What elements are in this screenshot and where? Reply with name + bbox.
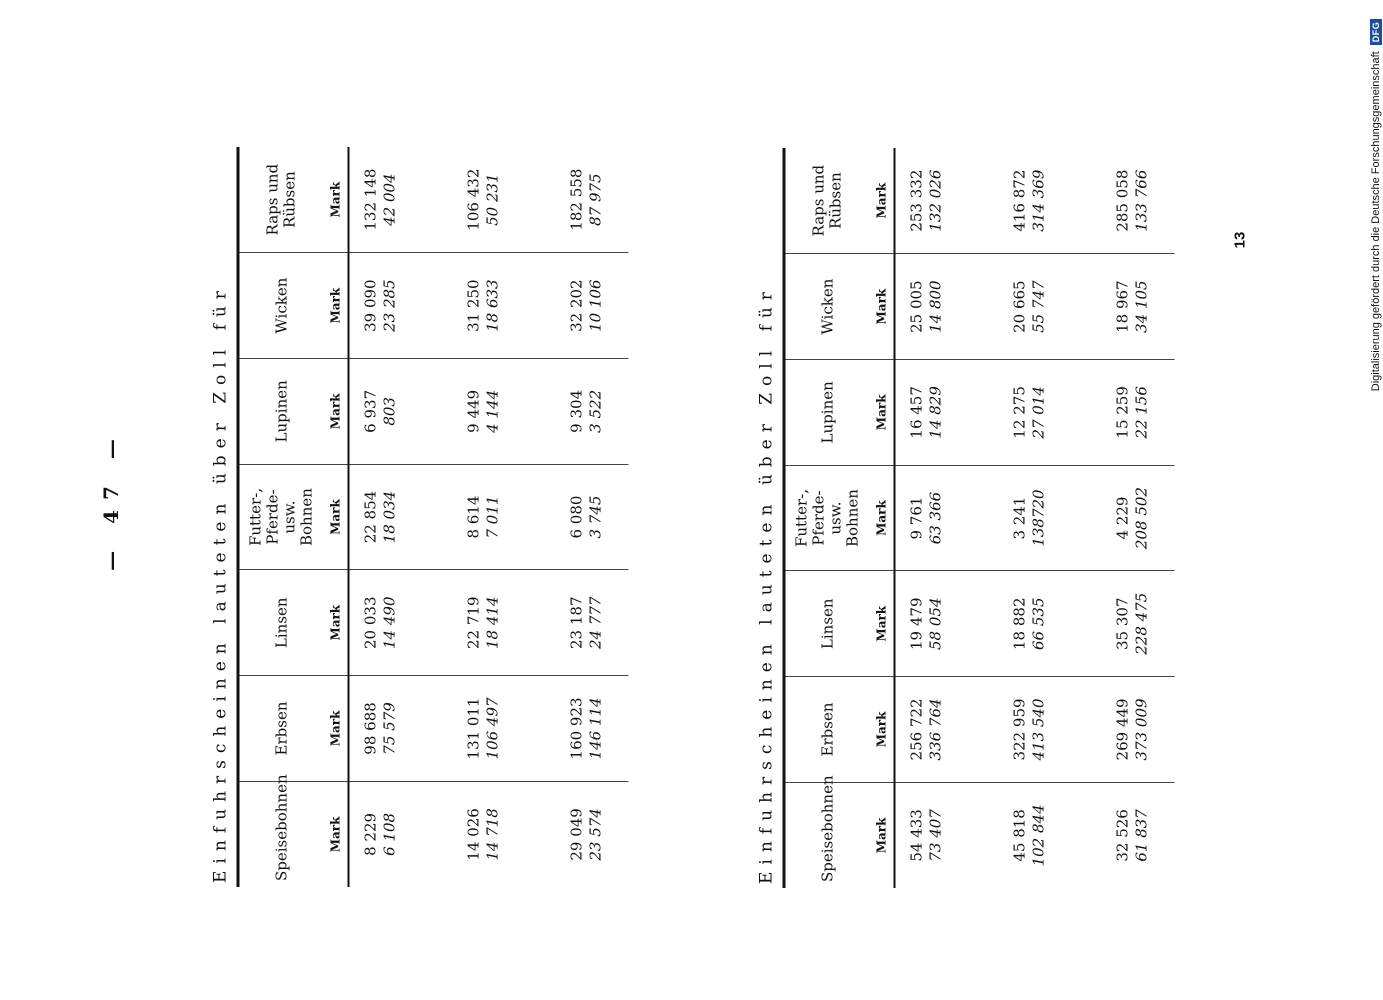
unit-label: Mark [870, 571, 895, 677]
cell-value-italic: 55 747 [1029, 280, 1048, 333]
cell-value-italic: 23 574 [586, 808, 605, 861]
table-cell [556, 358, 629, 464]
table-cell [349, 570, 453, 676]
cell-value-italic: 27 014 [1029, 386, 1048, 439]
table-cell [556, 464, 629, 570]
table-cell [556, 147, 629, 253]
cell-value-italic: 133 766 [1132, 169, 1151, 232]
column-header: Futter-, Pferde- usw. Bohnen [786, 465, 870, 571]
cell-value-italic: 373 009 [1132, 698, 1151, 761]
import-table-2 [751, 148, 1176, 888]
cell-value-upright: 35 307 [1113, 597, 1132, 650]
cell-value-italic: 803 [380, 397, 399, 426]
cell-value-upright: 32 526 [1113, 809, 1132, 862]
table-cell [1102, 465, 1175, 571]
cell-value-upright: 106 432 [464, 168, 483, 231]
cell-value-upright: 6 937 [361, 389, 380, 433]
cell-value-upright: 182 558 [567, 168, 586, 231]
table-cell [895, 254, 999, 360]
table-title: Einfuhrscheinen lauteten über Zoll für [751, 148, 786, 888]
column-header: Wicken [786, 254, 870, 360]
unit-label: Mark [324, 570, 349, 676]
cell-value-italic: 75 579 [380, 702, 399, 755]
cell-value-upright: 16 457 [907, 386, 926, 439]
cell-value-upright: 253 332 [907, 169, 926, 232]
cell-value-italic: 18 633 [483, 279, 502, 332]
table-cell [895, 148, 999, 254]
cell-value-italic: 87 975 [586, 173, 605, 226]
cell-value-italic: 18 034 [380, 490, 399, 544]
table-cell [349, 253, 453, 359]
cell-value-upright: 45 818 [1010, 809, 1029, 862]
table-cell [895, 677, 999, 783]
cell-value-upright: 269 449 [1113, 698, 1132, 761]
cell-value-upright: 25 005 [907, 280, 926, 333]
cell-value-upright: 256 722 [907, 698, 926, 761]
cell-value-upright: 8 614 [464, 495, 483, 539]
table-cell [1102, 254, 1175, 360]
table-cell [895, 359, 999, 465]
data-table [786, 148, 1175, 888]
table-row [349, 147, 453, 887]
cell-value-italic: 66 535 [1029, 597, 1048, 650]
table-cell [999, 254, 1102, 360]
unit-row [324, 147, 349, 887]
column-header: Speisebohnen [818, 775, 836, 882]
table-cell [349, 147, 453, 253]
table-cell [895, 465, 999, 571]
cell-value-upright: 20 665 [1010, 280, 1029, 333]
unit-label: Mark [870, 254, 895, 360]
table-cell [556, 570, 629, 676]
cell-value-upright: 9 304 [567, 389, 586, 433]
table-row [999, 148, 1102, 888]
table-cell [453, 570, 556, 676]
cell-value-italic: 14 490 [380, 596, 399, 649]
cell-value-upright: 9 761 [907, 496, 926, 540]
table-cell [349, 464, 453, 570]
data-table [240, 147, 629, 887]
column-header: Linsen [240, 570, 324, 676]
unit-label: Mark [870, 465, 895, 571]
cell-value-upright: 20 033 [361, 596, 380, 649]
cell-value-upright: 8 229 [361, 812, 380, 856]
unit-label: Mark [324, 464, 349, 570]
cell-value-italic: 10 106 [586, 279, 605, 332]
cell-value-upright: 132 148 [361, 168, 380, 231]
column-header: Speisebohnen [272, 774, 290, 881]
unit-label: Mark [870, 677, 895, 783]
cell-value-italic: 24 777 [586, 596, 605, 649]
cell-value-upright: 22 854 [361, 490, 380, 544]
cell-value-italic: 14 718 [483, 808, 502, 861]
table-cell [453, 147, 556, 253]
cell-value-upright: 23 187 [567, 596, 586, 649]
table-cell [453, 781, 556, 887]
cell-value-italic: 413 540 [1029, 698, 1048, 761]
cell-value-italic: 42 004 [380, 173, 399, 226]
cell-value-italic: 63 366 [926, 491, 945, 545]
cell-value-italic: 61 837 [1132, 809, 1151, 862]
cell-value-upright: 29 049 [567, 808, 586, 861]
import-table-1 [205, 147, 630, 887]
header-row [786, 148, 870, 888]
column-header: Lupinen [786, 359, 870, 465]
unit-label: Mark [324, 358, 349, 464]
cell-value-upright: 9 449 [464, 389, 483, 433]
cell-value-italic: 228 475 [1132, 592, 1151, 655]
cell-value-italic: 6 108 [380, 812, 399, 856]
table-cell [349, 358, 453, 464]
cell-value-upright: 31 250 [464, 279, 483, 332]
cell-value-upright: 14 026 [464, 808, 483, 861]
column-header: Futter-, Pferde- usw. Bohnen [240, 464, 324, 570]
unit-label: Mark [870, 782, 895, 888]
cell-value-upright: 6 080 [567, 495, 586, 539]
cell-value-upright: 322 959 [1010, 698, 1029, 761]
table-cell [1102, 148, 1175, 254]
table-cell [453, 253, 556, 359]
cell-value-italic: 208 502 [1132, 487, 1151, 550]
cell-value-italic: 73 407 [926, 809, 945, 862]
table-row [453, 147, 556, 887]
cell-value-italic: 7 011 [483, 495, 502, 539]
cell-value-upright: 160 923 [567, 697, 586, 760]
page-number-top: — 47 — [99, 429, 123, 571]
table-cell [895, 571, 999, 677]
cell-value-upright: 3 241 [1010, 496, 1029, 540]
cell-value-italic: 132 026 [926, 169, 945, 232]
footer-note-text: Digitalisierung gefördert durch die Deutsche Forschungsgemeinschaft [1370, 51, 1382, 392]
table-cell [999, 677, 1102, 783]
footer-note [1366, 10, 1383, 400]
table-cell [999, 571, 1102, 677]
table-cell [1102, 677, 1175, 783]
table-row [1102, 148, 1175, 888]
table-cell [1102, 782, 1175, 888]
unit-label: Mark [324, 676, 349, 782]
cell-value-italic: 138720 [1029, 489, 1048, 547]
cell-value-italic: 4 144 [483, 389, 502, 433]
unit-label: Mark [324, 147, 349, 253]
table-cell [1102, 359, 1175, 465]
cell-value-upright: 22 719 [464, 596, 483, 649]
header-row [240, 147, 324, 887]
table-cell [556, 781, 629, 887]
cell-value-italic: 34 105 [1132, 280, 1151, 333]
cell-value-italic: 146 114 [586, 697, 605, 760]
table-cell [453, 676, 556, 782]
cell-value-italic: 22 156 [1132, 386, 1151, 439]
table-cell [453, 464, 556, 570]
unit-label: Mark [870, 148, 895, 254]
cell-value-upright: 18 967 [1113, 280, 1132, 333]
table-title: Einfuhrscheinen lauteten über Zoll für [205, 147, 240, 887]
cell-value-italic: 18 414 [483, 596, 502, 649]
table-cell [556, 253, 629, 359]
cell-value-upright: 54 433 [907, 809, 926, 862]
column-header: Wicken [240, 253, 324, 359]
cell-value-italic: 3 522 [586, 389, 605, 433]
cell-value-upright: 12 275 [1010, 386, 1029, 439]
table-cell [556, 676, 629, 782]
cell-value-upright: 15 259 [1113, 386, 1132, 439]
table-cell [453, 358, 556, 464]
table-cell [999, 359, 1102, 465]
column-header: Raps und Rübsen [786, 148, 870, 254]
dfg-logo: DFG [1370, 19, 1382, 46]
table-row [895, 148, 999, 888]
unit-row [870, 148, 895, 888]
cell-value-italic: 336 764 [926, 698, 945, 761]
cell-value-italic: 14 829 [926, 386, 945, 439]
column-header: Raps und Rübsen [240, 147, 324, 253]
table-cell [999, 782, 1102, 888]
table-cell [895, 782, 999, 888]
cell-value-upright: 98 688 [361, 702, 380, 755]
cell-value-italic: 314 369 [1029, 169, 1048, 232]
page-number-side: 13 [1231, 231, 1249, 249]
table-cell [999, 465, 1102, 571]
cell-value-italic: 23 285 [380, 279, 399, 332]
cell-value-italic: 106 497 [483, 697, 502, 760]
cell-value-upright: 32 202 [567, 279, 586, 332]
table-cell [999, 148, 1102, 254]
cell-value-upright: 416 872 [1010, 169, 1029, 232]
table-cell [349, 781, 453, 887]
table-cell [1102, 571, 1175, 677]
cell-value-upright: 39 090 [361, 279, 380, 332]
cell-value-italic: 102 844 [1029, 804, 1048, 867]
cell-value-upright: 4 229 [1113, 496, 1132, 540]
unit-label: Mark [324, 781, 349, 887]
column-header: Erbsen [786, 677, 870, 783]
unit-label: Mark [870, 359, 895, 465]
column-header: Lupinen [240, 358, 324, 464]
cell-value-italic: 14 800 [926, 280, 945, 333]
cell-value-upright: 18 882 [1010, 597, 1029, 650]
cell-value-upright: 131 011 [464, 697, 483, 760]
table-cell [349, 676, 453, 782]
cell-value-upright: 285 058 [1113, 169, 1132, 232]
column-header: Linsen [786, 571, 870, 677]
cell-value-italic: 3 745 [586, 495, 605, 539]
column-header: Erbsen [240, 676, 324, 782]
cell-value-upright: 19 479 [907, 597, 926, 650]
cell-value-italic: 50 231 [483, 173, 502, 226]
unit-label: Mark [324, 253, 349, 359]
cell-value-italic: 58 054 [926, 597, 945, 650]
table-row [556, 147, 629, 887]
